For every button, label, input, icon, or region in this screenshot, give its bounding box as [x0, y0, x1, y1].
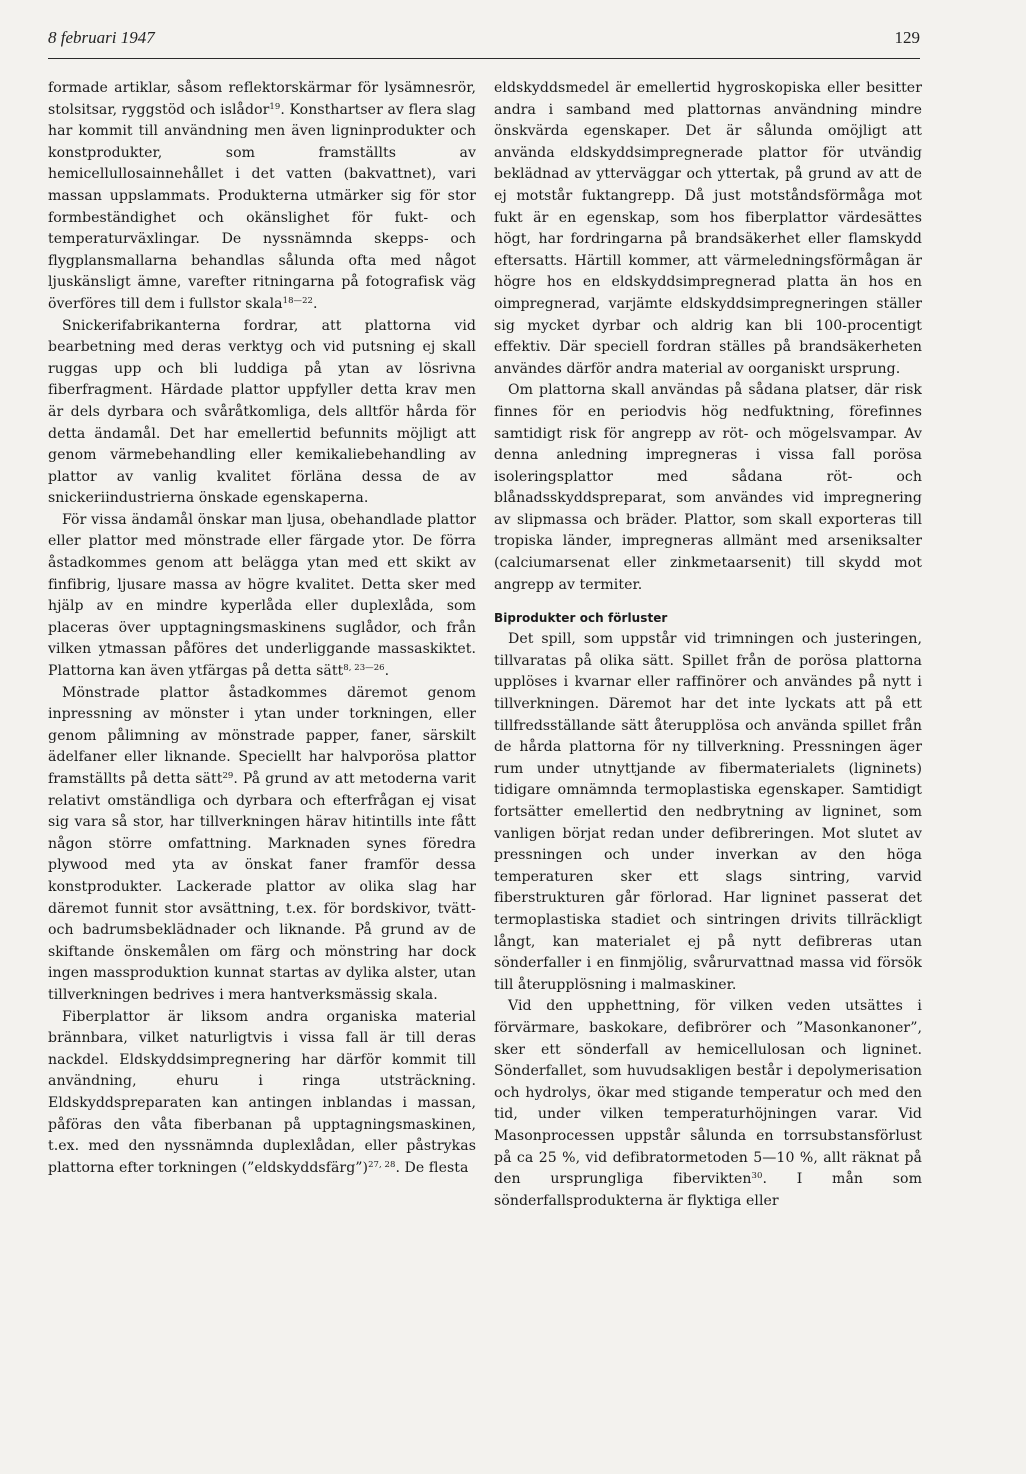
paragraph: Snickerifabrikanterna fordrar, att plattorna vid bearbetning med deras verktyg och vid putsning ej skall ruggas upp och bli luddiga på ytan av lösrivna fiberfragment. Härdade plattor uppfyller detta krav men är dels dyrbara och svåråtkomliga, dels alltför hårda för detta ändamål. Det har emellertid befunnits möjligt att genom värmebehandling eller kemikaliebehandling av plattor av vanlig kvalitet förläna dessa de av snickeriindustrierna önskade egenskaperna. — [48, 317, 476, 507]
page-header — [48, 28, 920, 59]
footnote-ref: 30 — [751, 1171, 763, 1182]
paragraph: Fiberplattor är liksom andra organiska material brännbara, vilket naturligtvis i vissa fall är till deras nackdel. Eldskyddsimpregnering har därför kommit till användning, ehuru i ringa utsträckning. Eldskyddspreparaten kan antingen inblandas i massan, påföras den våta fiberbanan på upptagningsmaskinen, t.ex. med den nyssnämnda duplexlådan, eller påstrykas plattorna efter torkningen (”eldskyddsfärg”)$^{27, 28}$. De flesta — [48, 1008, 476, 1176]
left-column — [48, 78, 476, 1179]
section-heading: Biprodukter och förluster — [494, 611, 668, 626]
paragraph: formade artiklar, såsom reflektorskärmar för lysämnesrör, stolsitsar, ryggstöd och islådor$^{19}$. Konsthartser av flera slag har kommit till användning men även ligninprodukter och konstprodukter, som framställts av hemicellullosainnehållet i det vatten (bakvattnet), vari massan uppslammats. Produkterna utmärker sig för stor formbeständighet och okänslighet för fukt- och temperaturväxlingar. De nyssnämnda skepps- och flygplansmallarna behandlas sålunda ofta med något ljuskänsligt ämne, varefter ritningarna på fotografisk väg överföres till dem i fullstor skala$^{18—22}$. — [48, 80, 476, 312]
issue-date: 8 februari 1947 — [48, 28, 155, 47]
paragraph: Vid den upphettning, för vilken veden utsättes i förvärmare, baskokare, defibrörer och ”Masonkanoner”, sker ett sönderfall av hemicellulosan och ligninet. Sönderfallet, som huvudsakligen består i depolymerisation och hydrolys, ökar med stigande temperatur och med den tid, under vilken temperaturhöjningen varar. Vid Masonprocessen uppstår sålunda en torrsubstansförlust på ca 25 %, vid defibratormetoden 5—10 %, allt räknat på den ursprungliga fibervikten$^{30}$. I mån som sönderfallsprodukterna är flyktiga eller — [494, 998, 922, 1209]
footnote-ref: 18—22 — [282, 295, 314, 306]
paragraph: Det spill, som uppstår vid trimningen och justeringen, tillvaratas på olika sätt. Spillet från de porösa plattorna upplöses i kvarnar eller raffinörer och användes på nytt i tillverkningen. Däremot har det inte lyckats att på ett tillfredsställande sätt återupplösa och använda spillet från de hårda plattorna för ny tillverkning. Pressningen äger rum under utnyttjande av fibermaterialets (ligninets) tidigare omnämnda termoplastiska egenskaper. Samtidigt fortsätter emellertid den nedbrytning av ligninet, som vanligen börjat redan under defibreringen. Mot slutet av pressningen och under inverkan av den höga temperaturen sker ett slags sintring, varvid fiberstrukturen går förlorad. Har ligninet passerat det termoplastiska stadiet och sintringen drivits tillräckligt långt, kan materialet ej på nytt defibreras utan sönderfaller i en finmjölig, svårurvattnad massa vid försök till återupplösning i malmaskiner. — [494, 631, 922, 993]
footnote-ref: 19 — [269, 101, 281, 112]
paragraph: Om plattorna skall användas på sådana platser, där risk finnes för en periodvis hög nedfuktning, förefinnes samtidigt risk för angrepp av röt- och mögelsvampar. Av denna anledning impregneras i vissa fall porösa isoleringsplattor med sådana röt- och blånadsskyddspreparat, som användes vid impregnering av slipmassa och bräder. Plattor, som skall exporteras till tropiska länder, impregneras allmänt med arseniksalter (calciumarsenat eller zinkmetaarsenit) till skydd mot angrepp av termiter. — [494, 382, 922, 593]
page-number: 129 — [894, 28, 920, 47]
paragraph: Mönstrade plattor åstadkommes däremot genom inpressning av mönster i ytan under torkningen, eller genom pålimning av mönstrade papper, faner, särskilt ädelfaner eller liknande. Speciellt har halvporösa plattor framställts på detta sätt$^{29}$. På grund av att metoderna varit relativt omständliga och dyrbara och efterfrågan ej visat sig vara så stor, har tillverkningen härav hitintills inte fått någon större omfattning. Marknaden synes föredra plywood med yta av önskat faner framför dessa konstprodukter. Lackerade plattor av olika slag har däremot funnit stor avsättning, t.ex. för bordskivor, tvätt- och badrumsbeklädnader och liknande. På grund av de skiftande önskemålen om färg och mönstring har dock ingen massproduktion kunnat startas av dylika alster, utan tillverkningen bedrives i mera hantverksmässig skala. — [48, 684, 477, 1003]
footnote-ref: 29 — [222, 771, 234, 781]
footnote-ref: 27, 28 — [368, 1159, 396, 1170]
right-column — [494, 78, 922, 1212]
paragraph: För vissa ändamål önskar man ljusa, obehandlade plattor eller plattor med mönstrade eller färgade ytor. De förra åstadkommes genom att belägga ytan med ett skikt av finfibrig, ljusare massa av högre kvalitet. Detta sker med hjälp av en mindre kyperlåda eller duplexlåda, som placeras över upptagningsmaskinens suglådor, och från vilken ytmassan påföres det underliggande massaskiktet. Plattorna kan även ytfärgas på detta sätt$^{8, 23—26}$. — [48, 511, 476, 680]
paragraph: eldskyddsmedel är emellertid hygroskopiska eller besitter andra i samband med plattornas användning mindre önskvärda egenskaper. Det är sålunda omöjligt att använda eldskyddsimpregnerade plattor för utvändig beklädnad av ytterväggar och yttertak, på grund av att de ej motstår fuktangrepp. Då just motståndsförmåga mot fukt är en egenskap, som hos fiberplattor värdesättes högt, har fordringarna på brandsäkerhet eller flamskydd eftersatts. Härtill kommer, att värmeledningsförmågan är högre hos en eldskyddsimpregnerad platta än hos en oimpregnerad, varjämte eldskyddsimpregneringen ställer sig mycket dyrbar och aldrig kan bli 100-procentigt effektiv. Där speciell fordran ställes på brandsäkerheten användes därför andra material av oorganiskt ursprung. — [494, 80, 922, 377]
footnote-ref: 8, 23—26 — [343, 663, 385, 674]
